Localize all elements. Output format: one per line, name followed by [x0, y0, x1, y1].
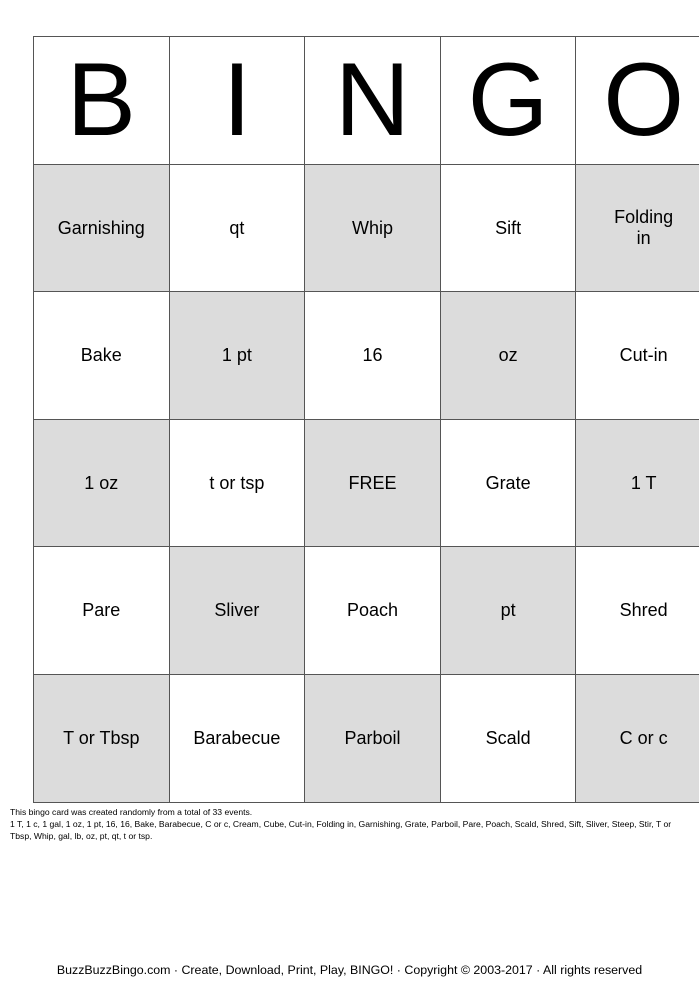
header-letter-n: N [305, 37, 441, 165]
bingo-cell-text: C or c [619, 727, 668, 748]
bingo-cell-text: Parboil [344, 727, 401, 748]
header-letter-i: I [169, 37, 305, 165]
bingo-cell [576, 547, 699, 675]
bingo-cell [34, 164, 170, 292]
bingo-header-row [34, 37, 699, 165]
bingo-cell [169, 674, 305, 802]
bingo-cell [440, 292, 576, 420]
bingo-cell-text: Cut-in [619, 345, 668, 366]
bingo-cell-text: qt [229, 217, 245, 238]
bingo-row [34, 547, 699, 675]
bingo-cell [576, 164, 699, 292]
bingo-cell-text: Barabecue [193, 727, 281, 748]
bingo-row [34, 164, 699, 292]
bingo-cell-text: Bake [80, 345, 122, 366]
event-count-note: This bingo card was created randomly from a total of 33 events. [10, 807, 253, 817]
free-space-text: FREE [348, 472, 397, 493]
bingo-cell-text: Scald [485, 727, 531, 748]
bingo-cell-text: 1 T [630, 472, 657, 493]
bingo-card [33, 36, 699, 803]
bingo-cell [440, 674, 576, 802]
bingo-cell-text: Poach [346, 600, 398, 621]
bingo-cell-text: Grate [485, 472, 531, 493]
bingo-cell [305, 547, 441, 675]
free-space-cell [305, 419, 441, 547]
bingo-cell-text: Shred [619, 600, 668, 621]
footer-credits: BuzzBuzzBingo.com · Create, Download, Print, Play, BINGO! · Copyright © 2003-2017 · All rights reserved [56, 963, 643, 977]
bingo-cell-text: Folding in [614, 207, 674, 248]
bingo-cell [34, 292, 170, 420]
bingo-cell-text: 1 oz [84, 472, 119, 493]
bingo-cell-text: 1 pt [221, 345, 252, 366]
bingo-row [34, 419, 699, 547]
header-letter-o: O [576, 37, 699, 165]
bingo-cell [34, 547, 170, 675]
bingo-cell-text: Pare [82, 600, 121, 621]
bingo-cell-text: Whip [351, 217, 393, 238]
bingo-cell [169, 419, 305, 547]
bingo-cell [305, 292, 441, 420]
header-letter-g: G [440, 37, 576, 165]
bingo-cell-text: Sift [495, 217, 522, 238]
bingo-cell [34, 419, 170, 547]
bingo-cell-text: Garnishing [57, 217, 145, 238]
header-letter-b: B [34, 37, 170, 165]
bingo-cell [440, 547, 576, 675]
bingo-cell [305, 674, 441, 802]
bingo-cell-text: t or tsp [209, 472, 265, 493]
bingo-row [34, 674, 699, 802]
bingo-row [34, 292, 699, 420]
bingo-cell-text: T or Tbsp [63, 727, 140, 748]
bingo-cell [440, 164, 576, 292]
bingo-cell [169, 547, 305, 675]
bingo-cell [576, 419, 699, 547]
card-info [10, 806, 690, 842]
bingo-cell-text: 16 [362, 345, 383, 366]
bingo-cell [305, 164, 441, 292]
bingo-cell [576, 292, 699, 420]
bingo-cell-text: oz [498, 345, 518, 366]
bingo-cell [169, 292, 305, 420]
bingo-cell [34, 674, 170, 802]
event-list: 1 T, 1 c, 1 gal, 1 oz, 1 pt, 16, 16, Bake, Barabecue, C or c, Cream, Cube, Cut-in, Folding in, Garnishing, Grate, Parboil, Pare, Poach, Scald, Shred, Sift, Sliver, Steep, Stir, T or Tbsp, Whip, gal, lb, oz, pt, qt, t or tsp. [10, 819, 672, 841]
bingo-cell-text: pt [500, 600, 516, 621]
bingo-cell-text: Sliver [214, 600, 260, 621]
bingo-cell [576, 674, 699, 802]
bingo-cell [440, 419, 576, 547]
bingo-cell [169, 164, 305, 292]
